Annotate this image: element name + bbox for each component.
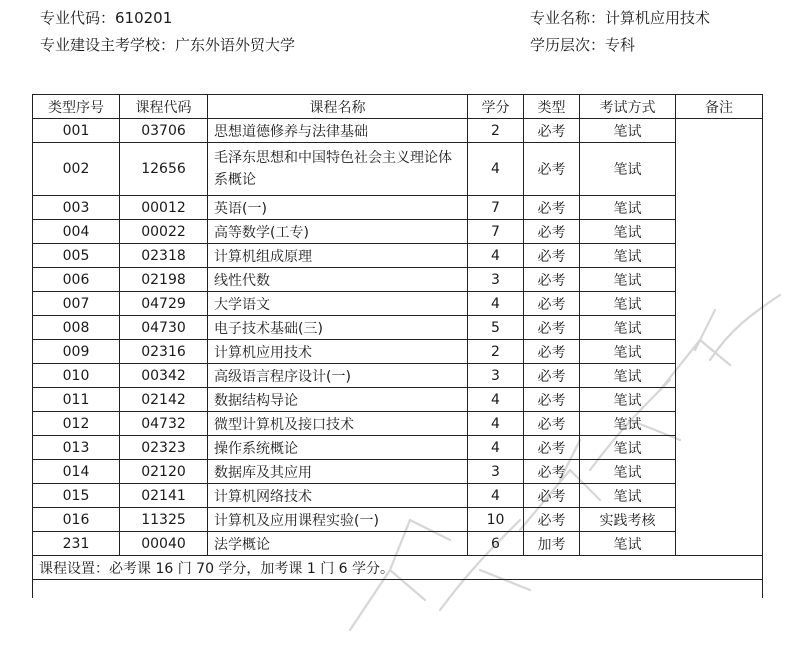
table-row	[33, 119, 763, 143]
cell-name: 毛泽东思想和中国特色社会主义理论体系概论	[208, 143, 468, 196]
cell-type: 加考	[524, 532, 580, 556]
col-header-name: 课程名称	[208, 95, 468, 119]
cell-exam: 笔试	[580, 143, 676, 196]
cell-credit: 7	[468, 196, 524, 220]
table-row	[33, 364, 763, 388]
cell-name: 数据库及其应用	[208, 460, 468, 484]
cell-seq: 008	[33, 316, 120, 340]
cell-exam: 笔试	[580, 244, 676, 268]
cell-seq: 016	[33, 508, 120, 532]
cell-name: 高等数学(工专)	[208, 220, 468, 244]
cell-type: 必考	[524, 484, 580, 508]
table-row	[33, 532, 763, 556]
cell-credit: 4	[468, 244, 524, 268]
cell-exam: 笔试	[580, 388, 676, 412]
table-row	[33, 340, 763, 364]
blank-cell	[33, 580, 763, 599]
cell-type: 必考	[524, 388, 580, 412]
cell-seq: 004	[33, 220, 120, 244]
cell-type: 必考	[524, 244, 580, 268]
course-table	[32, 94, 763, 598]
table-row	[33, 292, 763, 316]
cell-seq: 231	[33, 532, 120, 556]
cell-seq: 010	[33, 364, 120, 388]
major-code: 专业代码：610201	[40, 9, 173, 27]
cell-name: 计算机网络技术	[208, 484, 468, 508]
cell-exam: 笔试	[580, 460, 676, 484]
col-header-type: 类型	[524, 95, 580, 119]
col-header-credit: 学分	[468, 95, 524, 119]
cell-seq: 003	[33, 196, 120, 220]
cell-name: 计算机组成原理	[208, 244, 468, 268]
cell-code: 02142	[120, 388, 208, 412]
education-level: 学历层次：专科	[530, 36, 636, 54]
cell-seq: 011	[33, 388, 120, 412]
cell-seq: 005	[33, 244, 120, 268]
cell-seq: 012	[33, 412, 120, 436]
col-header-seq: 类型序号	[33, 95, 120, 119]
cell-seq: 014	[33, 460, 120, 484]
cell-type: 必考	[524, 364, 580, 388]
cell-code: 00022	[120, 220, 208, 244]
cell-code: 02141	[120, 484, 208, 508]
cell-code: 00342	[120, 364, 208, 388]
cell-credit: 6	[468, 532, 524, 556]
table-row	[33, 436, 763, 460]
cell-credit: 2	[468, 340, 524, 364]
cell-code: 04730	[120, 316, 208, 340]
table-row	[33, 143, 763, 196]
cell-exam: 笔试	[580, 268, 676, 292]
table-header-row	[33, 95, 763, 119]
cell-code: 12656	[120, 143, 208, 196]
cell-exam: 笔试	[580, 340, 676, 364]
cell-exam: 笔试	[580, 436, 676, 460]
cell-type: 必考	[524, 220, 580, 244]
cell-exam: 笔试	[580, 484, 676, 508]
cell-credit: 3	[468, 364, 524, 388]
cell-credit: 5	[468, 316, 524, 340]
cell-code: 03706	[120, 119, 208, 143]
col-header-exam: 考试方式	[580, 95, 676, 119]
table-row	[33, 388, 763, 412]
cell-credit: 4	[468, 484, 524, 508]
table-row	[33, 196, 763, 220]
table-row	[33, 316, 763, 340]
cell-name: 电子技术基础(三)	[208, 316, 468, 340]
cell-exam: 笔试	[580, 292, 676, 316]
cell-name: 计算机及应用课程实验(一)	[208, 508, 468, 532]
cell-remark	[676, 119, 763, 556]
cell-seq: 006	[33, 268, 120, 292]
cell-credit: 3	[468, 268, 524, 292]
cell-seq: 002	[33, 143, 120, 196]
cell-code: 02323	[120, 436, 208, 460]
cell-code: 00012	[120, 196, 208, 220]
cell-code: 02316	[120, 340, 208, 364]
cell-seq: 013	[33, 436, 120, 460]
cell-type: 必考	[524, 460, 580, 484]
cell-name: 操作系统概论	[208, 436, 468, 460]
cell-type: 必考	[524, 268, 580, 292]
cell-name: 高级语言程序设计(一)	[208, 364, 468, 388]
cell-name: 微型计算机及接口技术	[208, 412, 468, 436]
cell-seq: 007	[33, 292, 120, 316]
col-header-code: 课程代码	[120, 95, 208, 119]
cell-exam: 笔试	[580, 532, 676, 556]
cell-exam: 笔试	[580, 412, 676, 436]
cell-type: 必考	[524, 143, 580, 196]
table-row	[33, 460, 763, 484]
cell-code: 02120	[120, 460, 208, 484]
cell-exam: 笔试	[580, 316, 676, 340]
cell-name: 线性代数	[208, 268, 468, 292]
cell-name: 大学语文	[208, 292, 468, 316]
cell-type: 必考	[524, 292, 580, 316]
cell-type: 必考	[524, 119, 580, 143]
table-row	[33, 508, 763, 532]
cell-code: 02198	[120, 268, 208, 292]
table-row	[33, 484, 763, 508]
cell-credit: 4	[468, 388, 524, 412]
cell-seq: 009	[33, 340, 120, 364]
cell-credit: 2	[468, 119, 524, 143]
cell-exam: 笔试	[580, 119, 676, 143]
cell-code: 00040	[120, 532, 208, 556]
cell-code: 02318	[120, 244, 208, 268]
cell-name: 数据结构导论	[208, 388, 468, 412]
major-name: 专业名称：计算机应用技术	[530, 9, 711, 27]
cell-exam: 笔试	[580, 364, 676, 388]
blank-row	[33, 580, 763, 599]
cell-credit: 4	[468, 292, 524, 316]
cell-name: 思想道德修养与法律基础	[208, 119, 468, 143]
cell-name: 法学概论	[208, 532, 468, 556]
cell-credit: 4	[468, 412, 524, 436]
cell-exam: 笔试	[580, 220, 676, 244]
table-row	[33, 220, 763, 244]
cell-exam: 笔试	[580, 196, 676, 220]
cell-code: 04729	[120, 292, 208, 316]
cell-type: 必考	[524, 412, 580, 436]
table-row	[33, 244, 763, 268]
cell-code: 11325	[120, 508, 208, 532]
cell-seq: 001	[33, 119, 120, 143]
cell-type: 必考	[524, 508, 580, 532]
cell-exam: 实践考核	[580, 508, 676, 532]
cell-credit: 4	[468, 143, 524, 196]
course-summary: 课程设置：必考课 16 门 70 学分，加考课 1 门 6 学分。	[33, 556, 763, 580]
cell-type: 必考	[524, 340, 580, 364]
header-left	[40, 8, 295, 62]
cell-name: 英语(一)	[208, 196, 468, 220]
cell-code: 04732	[120, 412, 208, 436]
cell-credit: 3	[468, 460, 524, 484]
cell-credit: 4	[468, 436, 524, 460]
header-right	[530, 8, 710, 62]
cell-credit: 10	[468, 508, 524, 532]
cell-seq: 015	[33, 484, 120, 508]
cell-type: 必考	[524, 436, 580, 460]
table-row	[33, 268, 763, 292]
cell-type: 必考	[524, 316, 580, 340]
table-row	[33, 412, 763, 436]
cell-type: 必考	[524, 196, 580, 220]
footer-row	[33, 556, 763, 580]
cell-credit: 7	[468, 220, 524, 244]
exam-school: 专业建设主考学校：广东外语外贸大学	[40, 36, 296, 54]
cell-name: 计算机应用技术	[208, 340, 468, 364]
col-header-remark: 备注	[676, 95, 763, 119]
